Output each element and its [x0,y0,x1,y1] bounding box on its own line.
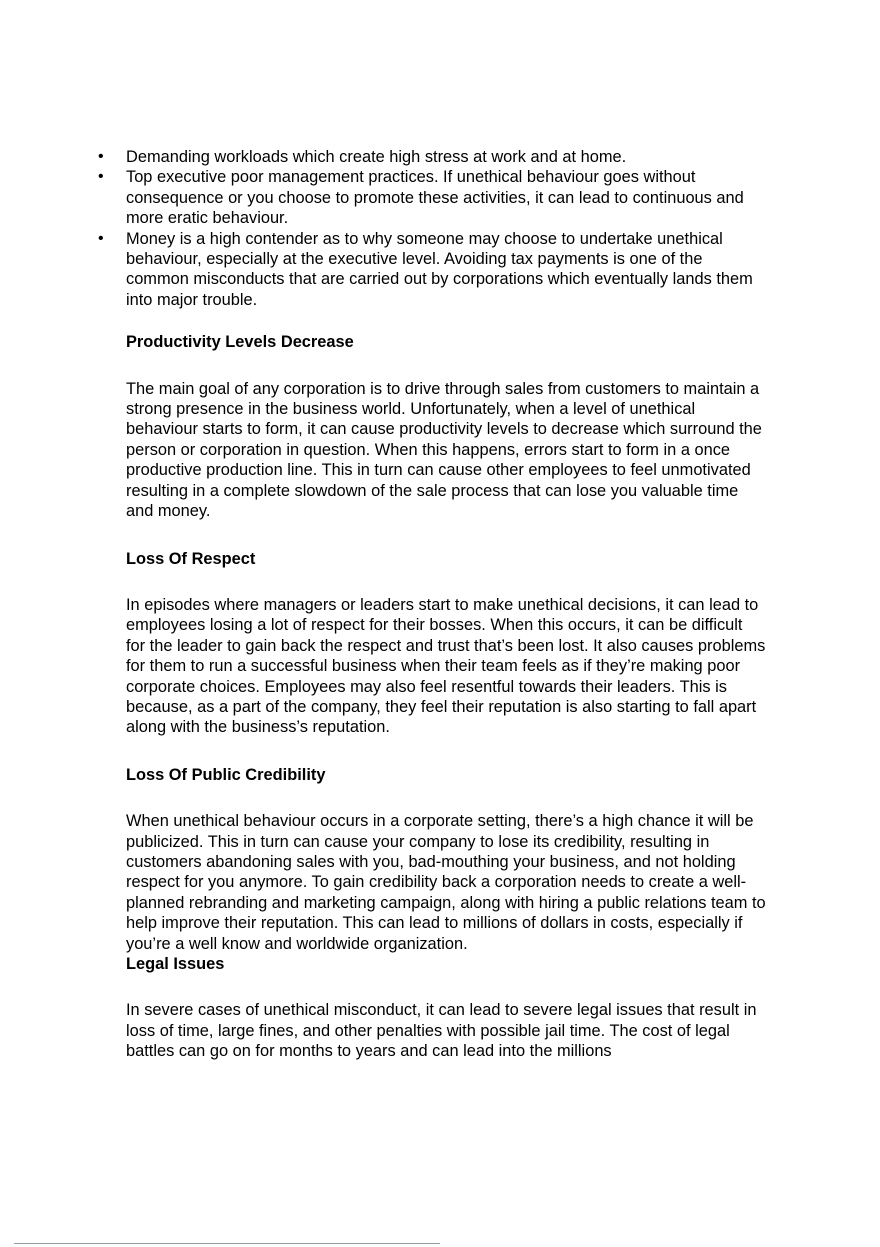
bullet-icon: • [98,148,104,165]
section-body-legal: In severe cases of unethical misconduct, it can lead to severe legal issues that result in loss of time, large fines, and other penalties with possible jail time. The cost of legal battles can go on for months to years and can lead into the millions [126,1001,757,1061]
bullet-list [98,147,766,310]
bullet-text: Demanding workloads which create high stress at work and at home. [126,148,627,166]
bullet-text: Top executive poor management practices. If unethical behaviour goes without consequence or you choose to promote these activities, it can lead to continuous and more eratic behaviour. [126,168,744,228]
bullet-icon: • [98,229,104,247]
footnote-divider [14,1243,440,1244]
section-heading-respect: Loss Of Respect [126,549,256,568]
page-content [98,147,766,1062]
bullet-icon: • [98,168,104,186]
section-body-productivity: The main goal of any corporation is to drive through sales from customers to maintain a strong presence in the business world. Unfortunately, when a level of unethical behaviour starts to form, it can cause productivity levels to decrease which surround the person or corporation in question. When this happens, errors start to form in a once productive production line. This in turn can cause other employees to feel unmotivated resulting in a complete slowdown of the sale process that can lose you valuable time and money. [126,379,762,521]
bullet-item [98,229,766,311]
bullet-text: Money is a high contender as to why someone may choose to undertake unethical behaviour, especially at the executive level. Avoiding tax payments is one of the common misconducts that are carried out by corporations which eventually lands them into major trouble. [126,229,753,309]
bullet-item [98,167,766,228]
section-body-respect: In episodes where managers or leaders start to make unethical decisions, it can lead to employees losing a lot of respect for their bosses. When this occurs, it can be difficult for the leader to gain back the respect and trust that’s been lost. It also causes problems for them to run a successful business when their team feels as if they’re making poor corporate choices. Employees may also feel resentful towards their leaders. This is because, as a part of the company, they feel their reputation is also starting to fall apart along with the business’s reputation. [126,595,766,737]
section-heading-credibility: Loss Of Public Credibility [126,765,326,784]
section-heading-legal: Legal Issues [126,955,225,973]
section-heading-productivity: Productivity Levels Decrease [126,333,354,352]
bullet-item [98,147,766,167]
section-body-credibility: When unethical behaviour occurs in a corporate setting, there’s a high chance it will be publicized. This in turn can cause your company to lose its credibility, resulting in customers abandoning sales with you, bad-mouthing your business, and not holding respect for you anymore. To gain credibility back a corporation needs to create a well-planned rebranding and marketing campaign, along with hiring a public relations team to help improve their reputation. This can lead to millions of dollars in costs, especially if you’re a well know and worldwide organization. [126,812,766,953]
